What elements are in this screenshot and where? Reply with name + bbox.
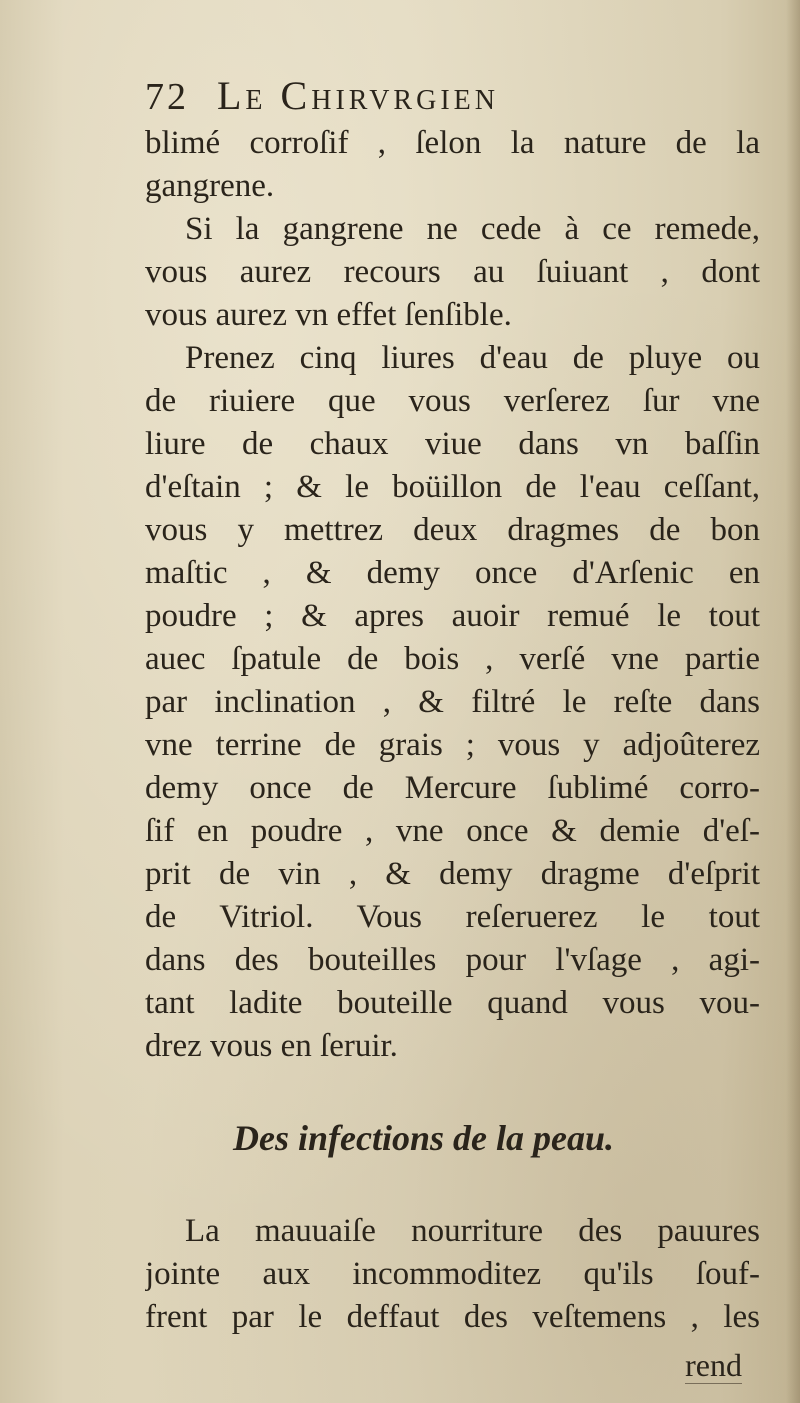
running-title: Le Chirvrgien (217, 73, 499, 118)
body-line: vne terrine de grais ; vous y adjoûterez (145, 727, 760, 763)
body-line: gangrene. (145, 168, 275, 204)
body-line: drez vous en ſeruir. (145, 1028, 398, 1064)
body-line: ſif en poudre , vne once & demie d'eſ- (145, 813, 760, 849)
body-line: Si la gangrene ne cede à ce remede, (185, 211, 760, 247)
section-line: frent par le deffaut des veſtemens , les (145, 1299, 760, 1335)
catchword (145, 1343, 760, 1387)
body-line: demy once de Mercure ſublimé corro- (145, 770, 760, 806)
page-edge-shadow (786, 0, 800, 1403)
body-line: d'eſtain ; & le boüillon de l'eau ceſſant, (145, 469, 760, 505)
body-line: blimé corroſif , ſelon la nature de la (145, 125, 760, 161)
body-line: vous aurez recours au ſuiuant , dont (145, 254, 760, 290)
body-line: maſtic , & demy once d'Arſenic en (145, 555, 760, 591)
body-line: Prenez cinq liures d'eau de pluye ou (185, 340, 760, 376)
body-line: de Vitriol. Vous reſeruerez le tout (145, 899, 760, 935)
section-line: jointe aux incommoditez qu'ils ſouf- (145, 1256, 760, 1292)
section-heading: Des infections de la peau. (233, 1118, 614, 1158)
section-line: La mauuaiſe nourriture des pauures (185, 1213, 760, 1249)
text-block (145, 70, 760, 1387)
body-line: poudre ; & apres auoir remué le tout (145, 598, 760, 634)
body-line: vous y mettrez deux dragmes de bon (145, 512, 760, 548)
body-line: dans des bouteilles pour l'vſage , agi- (145, 942, 760, 978)
catchword-text: rend (685, 1347, 742, 1383)
body-line: liure de chaux viue dans vn baſſin (145, 426, 760, 462)
page-number: 72 (145, 76, 189, 118)
body-line: vous aurez vn effet ſenſible. (145, 297, 512, 333)
body-line: tant ladite bouteille quand vous vou- (145, 985, 760, 1021)
body-line: prit de vin , & demy dragme d'eſprit (145, 856, 760, 892)
running-head (145, 70, 760, 122)
body-line: auec ſpatule de bois , verſé vne partie (145, 641, 760, 677)
body-line: de riuiere que vous verſerez ſur vne (145, 383, 760, 419)
body-line: par inclination , & filtré le reſte dans (145, 684, 760, 720)
